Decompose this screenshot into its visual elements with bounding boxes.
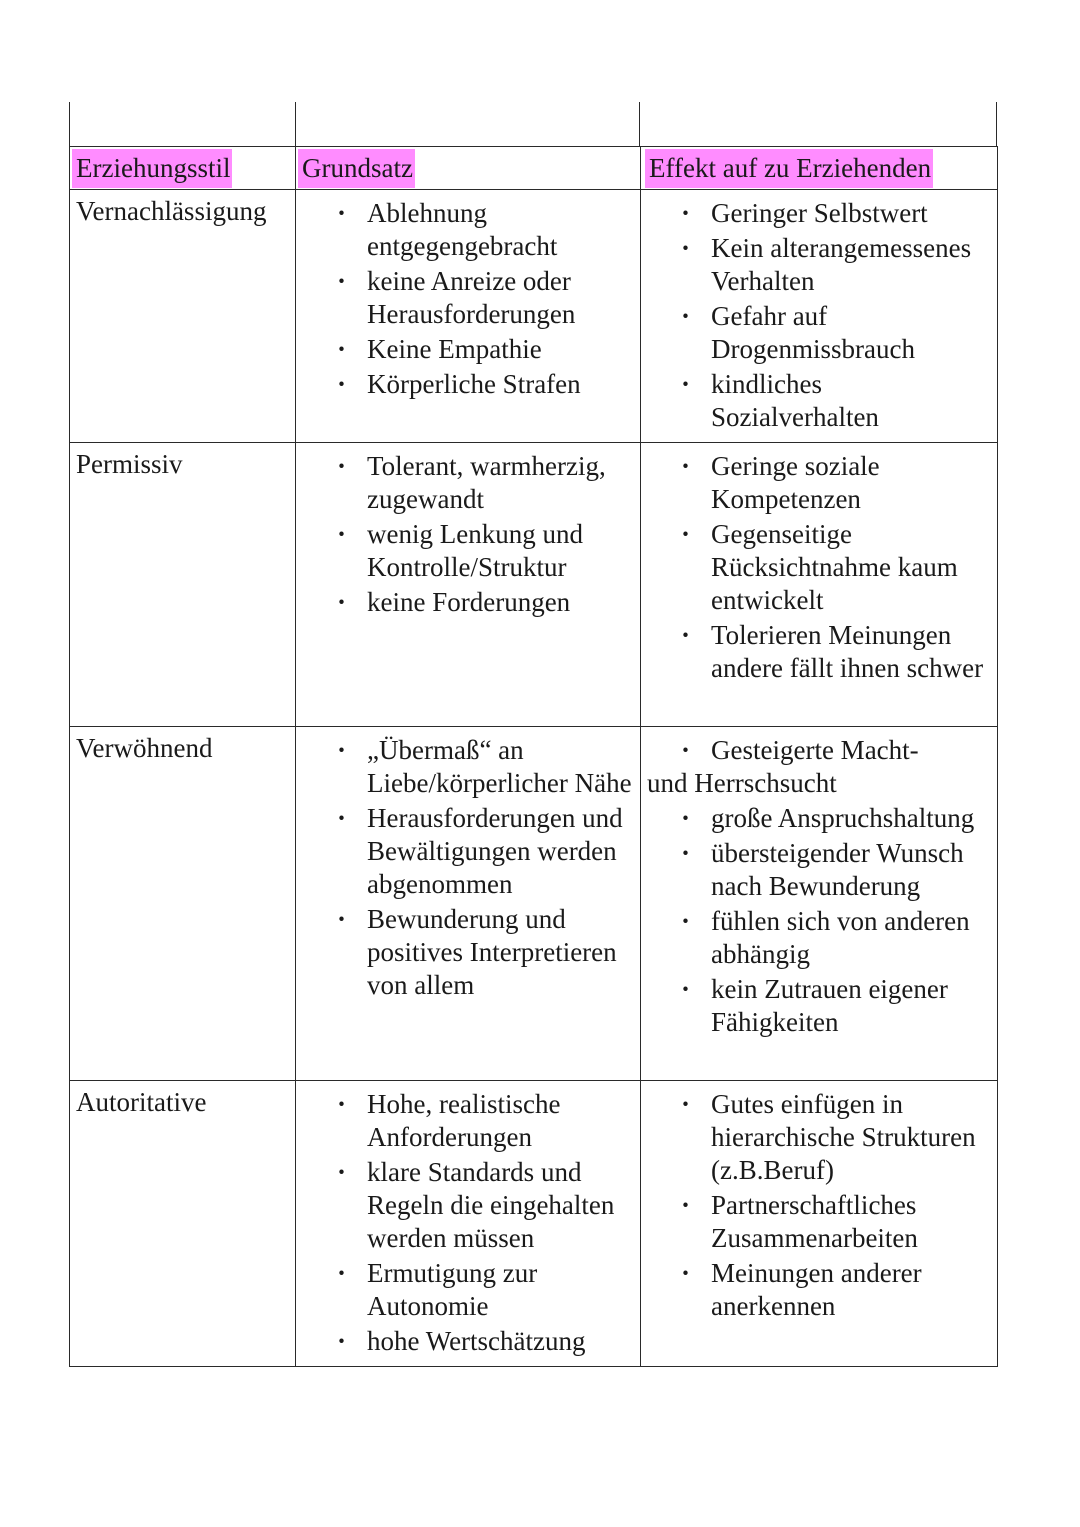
erziehungsstile-table [69, 146, 998, 1367]
table-stub-line [295, 102, 296, 146]
list-item: · Hohe, realistische Anforderungen [296, 1088, 640, 1154]
style-name: Vernachlässigung [76, 196, 267, 226]
style-name: Permissiv [76, 449, 183, 479]
column-header: Grundsatz [298, 149, 415, 188]
style-cell [70, 727, 296, 1081]
list-item: · keine Forderungen [296, 586, 640, 619]
list-item: · Herausforderungen und Bewältigungen werden abgenommen [296, 802, 640, 901]
header-cell-erziehungsstil [70, 147, 296, 190]
style-cell [70, 190, 296, 443]
list-item: · hohe Wertschätzung [296, 1325, 640, 1358]
list-item: · übersteigender Wunsch nach Bewunderung [641, 837, 997, 903]
column-header: Erziehungsstil [72, 149, 232, 188]
table-row [70, 190, 998, 443]
effekt-first-continuation: und Herrschsucht [647, 768, 837, 798]
list-item: · Geringe soziale Kompetenzen [641, 450, 997, 516]
list-item: · „Übermaß“ an Liebe/körperlicher Nähe [296, 734, 640, 800]
list-item: · Meinungen anderer anerkennen [641, 1257, 997, 1323]
style-cell [70, 1081, 296, 1367]
grundsatz-list [296, 443, 640, 627]
style-name: Verwöhnend [76, 733, 213, 763]
table-row [70, 1081, 998, 1367]
list-item: · Partnerschaftliches Zusammenarbeiten [641, 1189, 997, 1255]
list-item: · kindliches Sozialverhalten [641, 368, 997, 434]
effekt-list [641, 802, 997, 1047]
table-row [70, 727, 998, 1081]
table-stub-line [639, 102, 640, 146]
effekt-cell [641, 190, 998, 443]
list-item: · Keine Empathie [296, 333, 640, 366]
header-cell-effekt [641, 147, 998, 190]
grundsatz-cell [296, 443, 641, 727]
list-item: · Ablehnung entgegengebracht [296, 197, 640, 263]
list-item: · Gefahr auf Drogenmissbrauch [641, 300, 997, 366]
grundsatz-list [296, 190, 640, 409]
list-item: · Körperliche Strafen [296, 368, 640, 401]
list-item: · Geringer Selbstwert [641, 197, 997, 230]
effekt-cell [641, 1081, 998, 1367]
table-row [70, 443, 998, 727]
table-stub-line [996, 102, 997, 146]
list-item: · fühlen sich von anderen abhängig [641, 905, 997, 971]
style-cell [70, 443, 296, 727]
list-item: · wenig Lenkung und Kontrolle/Struktur [296, 518, 640, 584]
header-cell-grundsatz [296, 147, 641, 190]
style-name: Autoritative [76, 1087, 207, 1117]
effekt-cell [641, 727, 998, 1081]
column-header: Effekt auf zu Erziehenden [645, 149, 933, 188]
list-item: · klare Standards und Regeln die eingehalten werden müssen [296, 1156, 640, 1255]
grundsatz-cell [296, 727, 641, 1081]
list-item: · Kein alterangemessenes Verhalten [641, 232, 997, 298]
list-item: · keine Anreize oder Herausforderungen [296, 265, 640, 331]
effekt-list [641, 443, 997, 693]
list-item: · große Anspruchshaltung [641, 802, 997, 835]
list-item: · Tolerieren Meinungen andere fällt ihnen schwer [641, 619, 997, 685]
grundsatz-cell [296, 1081, 641, 1367]
list-item: · Gegenseitige Rücksichtnahme kaum entwickelt [641, 518, 997, 617]
effekt-first-line: · Gesteigerte Macht- [641, 727, 997, 767]
effekt-cell [641, 443, 998, 727]
list-item: · kein Zutrauen eigener Fähigkeiten [641, 973, 997, 1039]
list-item: · Gutes einfügen in hierarchische Strukturen (z.B.Beruf) [641, 1088, 997, 1187]
list-item: · Tolerant, warmherzig, zugewandt [296, 450, 640, 516]
effekt-list [641, 190, 997, 442]
effekt-list [641, 1081, 997, 1331]
grundsatz-cell [296, 190, 641, 443]
list-item: · Ermutigung zur Autonomie [296, 1257, 640, 1323]
grundsatz-list [296, 727, 640, 1010]
table-header-row [70, 147, 998, 190]
grundsatz-list [296, 1081, 640, 1366]
table-stub-line [69, 102, 70, 146]
list-item: · Bewunderung und positives Interpretieren von allem [296, 903, 640, 1002]
